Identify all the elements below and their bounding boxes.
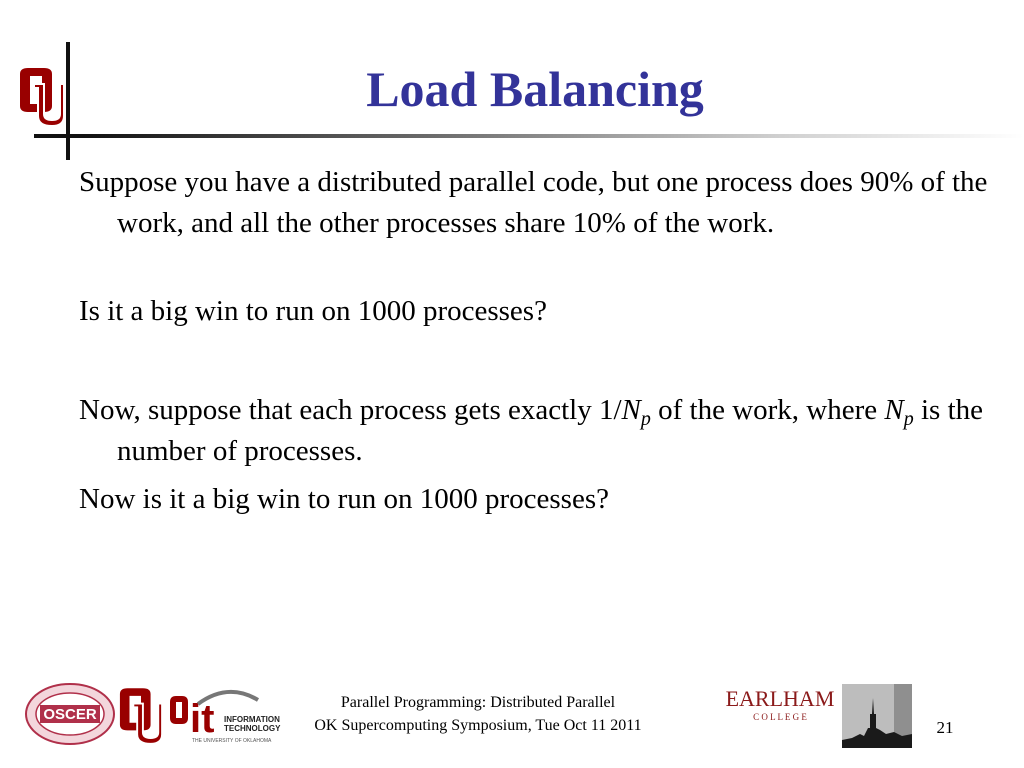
paragraph-3 [79,390,1017,472]
slide-title: Load Balancing [366,61,704,117]
var-n: N [621,394,641,426]
paragraph-1: Suppose you have a distributed parallel code, but one process does 90% of the work, and all the other processes share 10% of the work. [79,166,988,239]
footer-line-2: OK Supercomputing Symposium, Tue Oct 11 2011 [314,717,642,734]
paragraph-3-part-a: Now, suppose that each process gets exactly 1/ [79,394,622,426]
earlham-college-logo [720,684,840,726]
it-logo-line2: TECHNOLOGY [224,724,281,733]
oscer-logo [24,682,116,746]
ou-logo-footer [118,685,164,747]
oscer-logo-text: OSCER [43,706,97,723]
footer-text [268,691,688,737]
page-number: 21 [936,718,954,737]
var-n-2: N [884,394,904,426]
it-logo-letters: it [190,697,215,741]
skyline-logo [842,684,912,748]
paragraph-3-part-b: of the work, where [650,394,885,426]
var-p: p [640,408,651,430]
paragraph-2: Is it a big win to run on 1000 processes? [79,295,547,327]
it-logo-line1: INFORMATION [224,715,280,724]
header-horizontal-rule [34,134,1024,138]
footer-line-1: Parallel Programming: Distributed Parallel [340,694,616,711]
paragraph-4: Now is it a big win to run on 1000 processes? [79,483,609,515]
earlham-logo-sub: C O L L E G E [753,712,807,722]
paragraph-3-part-c: is the number of processes. [117,394,984,467]
it-logo-line3: THE UNIVERSITY OF OKLAHOMA [192,738,272,744]
earlham-logo-word: EARLHAM [725,686,835,711]
var-p-2: p [903,408,914,430]
